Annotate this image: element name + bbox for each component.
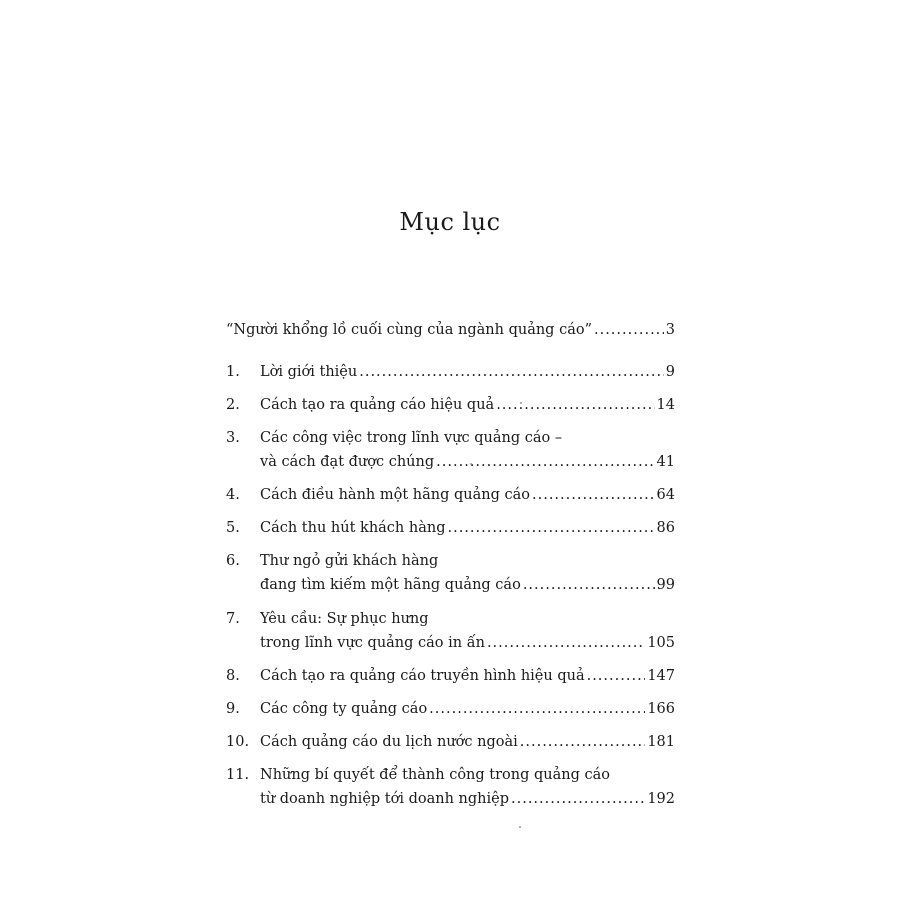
toc-entry-2[interactable] (226, 397, 675, 421)
scan-speck (470, 463, 472, 465)
toc-entry-number: 5. (226, 520, 240, 536)
toc-entry-number: 2. (226, 397, 240, 413)
dot-leader (532, 487, 655, 503)
toc-entry-title-line-2: từ doanh nghiệp tới doanh nghiệp (260, 791, 509, 807)
toc-entry-title: Cách điều hành một hãng quảng cáo (260, 487, 530, 503)
dot-leader (487, 635, 645, 651)
toc-entry-title: Cách thu hút khách hàng (260, 520, 446, 536)
toc-entry-4[interactable] (226, 487, 675, 511)
toc-entry-number: 9. (226, 701, 240, 717)
toc-entry-title-line-1: Yêu cầu: Sự phục hưng (260, 611, 429, 627)
toc-entry-page: 105 (647, 635, 675, 651)
toc-entry-number: 4. (226, 487, 240, 503)
toc-entry-page: 86 (656, 520, 675, 536)
toc-entry-page: 9 (665, 364, 675, 380)
toc-entry-title: Các công ty quảng cáo (260, 701, 428, 717)
dot-leader (496, 397, 654, 413)
toc-entry-title: Cách tạo ra quảng cáo hiệu quả (260, 397, 495, 413)
toc-entry-8[interactable] (226, 668, 675, 692)
toc-entry-title: Cách quảng cáo du lịch nước ngoài (260, 734, 518, 750)
toc-entry-page: 166 (647, 701, 675, 717)
toc-entry-title-line-2: và cách đạt được chúng (260, 454, 435, 470)
dot-leader (436, 454, 654, 470)
toc-entry-number: 7. (226, 611, 240, 627)
dot-leader (359, 364, 664, 380)
toc-entry-title-line-1: Các công việc trong lĩnh vực quảng cáo – (260, 430, 563, 446)
page-title: Mục lục (399, 208, 501, 236)
dot-leader (520, 734, 646, 750)
toc-entry-title-line-2: đang tìm kiếm một hãng quảng cáo (260, 577, 521, 593)
toc-entry-title-line-1: Thư ngỏ gửi khách hàng (260, 553, 439, 569)
toc-entry-page: 64 (656, 487, 675, 503)
dot-leader (447, 520, 654, 536)
toc-entry-title-line-2: trong lĩnh vực quảng cáo in ấn (260, 635, 485, 651)
toc-entry-9[interactable] (226, 701, 675, 725)
dot-leader (587, 668, 646, 684)
toc-entry-page: 147 (647, 668, 675, 684)
toc-entry-page: 3 (665, 322, 675, 338)
dot-leader (594, 322, 664, 338)
dot-leader (523, 577, 655, 593)
toc-entry-number: 11. (226, 767, 250, 783)
scan-speck (520, 402, 522, 404)
toc-entry-page: 181 (647, 734, 675, 750)
scan-speck (519, 826, 521, 828)
dot-leader (511, 791, 645, 807)
toc-entry-number: 8. (226, 668, 240, 684)
toc-entry-11[interactable] (226, 767, 675, 815)
toc-entry-title: “Người khổng lồ cuối cùng của ngành quảng cáo” (226, 322, 592, 338)
toc-entry-number: 1. (226, 364, 240, 380)
toc-entry-preface[interactable] (226, 322, 675, 346)
toc-entry-10[interactable] (226, 734, 675, 758)
toc-entry-page: 192 (647, 791, 675, 807)
toc-entry-page: 41 (656, 454, 675, 470)
toc-entry-page: 14 (656, 397, 675, 413)
toc-entry-title: Lời giới thiệu (260, 364, 358, 380)
toc-entry-6[interactable] (226, 553, 675, 601)
toc-entry-number: 10. (226, 734, 250, 750)
toc-entry-1[interactable] (226, 364, 675, 388)
toc-entry-7[interactable] (226, 611, 675, 659)
toc-entry-title-line-1: Những bí quyết để thành công trong quảng cáo (260, 767, 610, 783)
toc-entry-3[interactable] (226, 430, 675, 478)
dot-leader (429, 701, 645, 717)
toc-entry-title: Cách tạo ra quảng cáo truyền hình hiệu quả (260, 668, 585, 684)
toc-entry-number: 3. (226, 430, 240, 446)
toc-entry-number: 6. (226, 553, 240, 569)
toc-entry-5[interactable] (226, 520, 675, 544)
toc-entry-page: 99 (656, 577, 675, 593)
